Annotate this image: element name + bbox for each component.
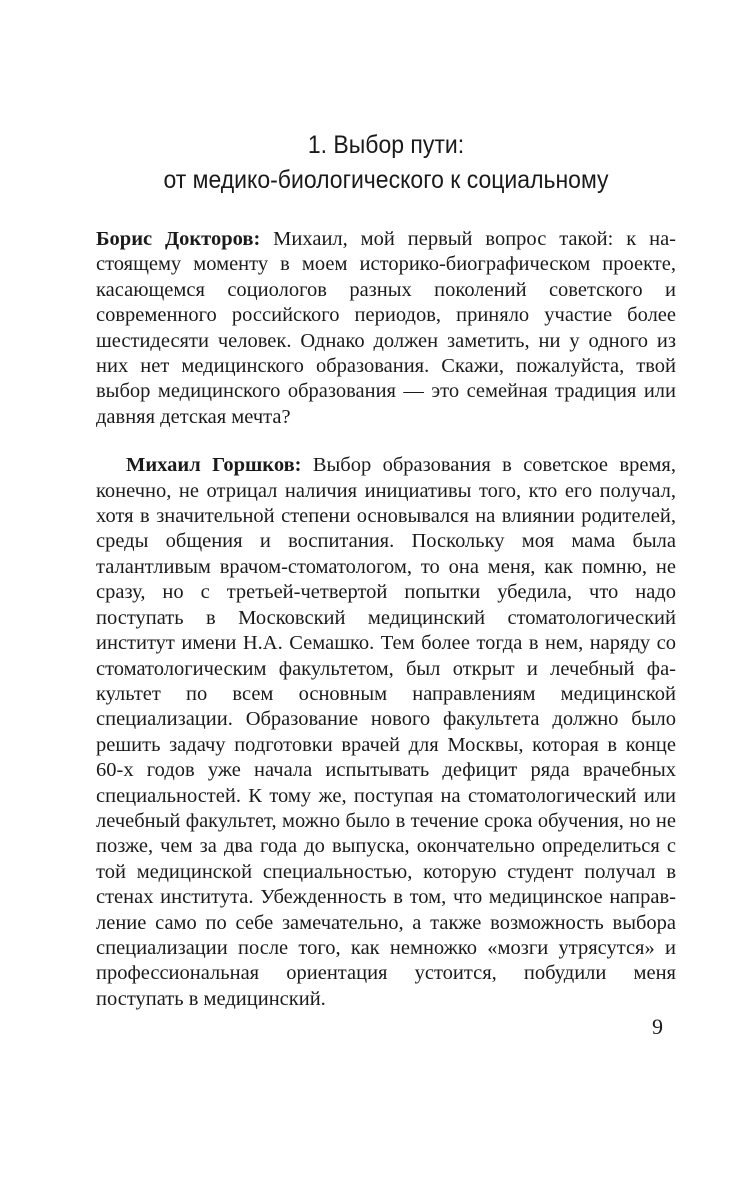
paragraph-answer: [96, 453, 676, 1012]
book-page: [96, 0, 676, 1182]
paragraph-text: Выбор образования в советское время, конечно, не отрицал наличия инициативы того, кто его получал, хотя в значительной степени основывался на влиянии родителей, среды общения и воспитания. Поскольку моя мама была талантливым врачом-стоматологом, то она меня, как помню, не сразу, но с третьей-четвертой попытки убедила, что надо поступать в Московский медицинский стоматологический институт имени Н.А. Семашко. Тем более тогда в нем, наряду со стоматологическим факультетом, был открыт и лечебный факультет по всем основным направлениям медицинской специализации. Образование нового факультета должно было решить задачу подготовки врачей для Москвы, которая в конце 60-х годов уже начала испытывать дефицит ряда врачебных специальностей. К тому же, поступая на стоматологический или лечебный факультет, можно было в течение срока обучения, но не позже, чем за два года до выпуска, окончательно определиться с той медицинской специальностью, которую студент получал в стенах института. Убежденность в том, что медицинское направление само по себе замечательно, а также возможность выбора специализации после того, как немножко «мозги утрясутся» и профессиональная ориентация устоится, побудили меня поступать в медицинский.: [96, 454, 676, 1010]
chapter-title-line-1: 1. Выбор пути:: [307, 131, 465, 159]
chapter-title: [119, 128, 653, 198]
paragraph-question: [96, 227, 676, 430]
paragraph-text: Михаил, мой первый вопрос такой: к настоящему моменту в моем историко-биографическом проекте, касающемся социологов разных поколений советского и современного российского периодов, приняло участие более шестидесяти человек. Однако должен заметить, ни у одного из них нет медицинского образования. Скажи, пожалуйста, твой выбор медицинского образования — это семейная традиция или давняя детская мечта?: [96, 228, 676, 428]
chapter-title-line-2: от медико-биологического к социальному: [163, 166, 609, 194]
speaker-name: Михаил Горшков:: [126, 454, 302, 477]
speaker-name: Борис Докторов:: [96, 228, 261, 250]
interview-text: [96, 227, 676, 1012]
page-number: 9: [652, 1014, 663, 1039]
